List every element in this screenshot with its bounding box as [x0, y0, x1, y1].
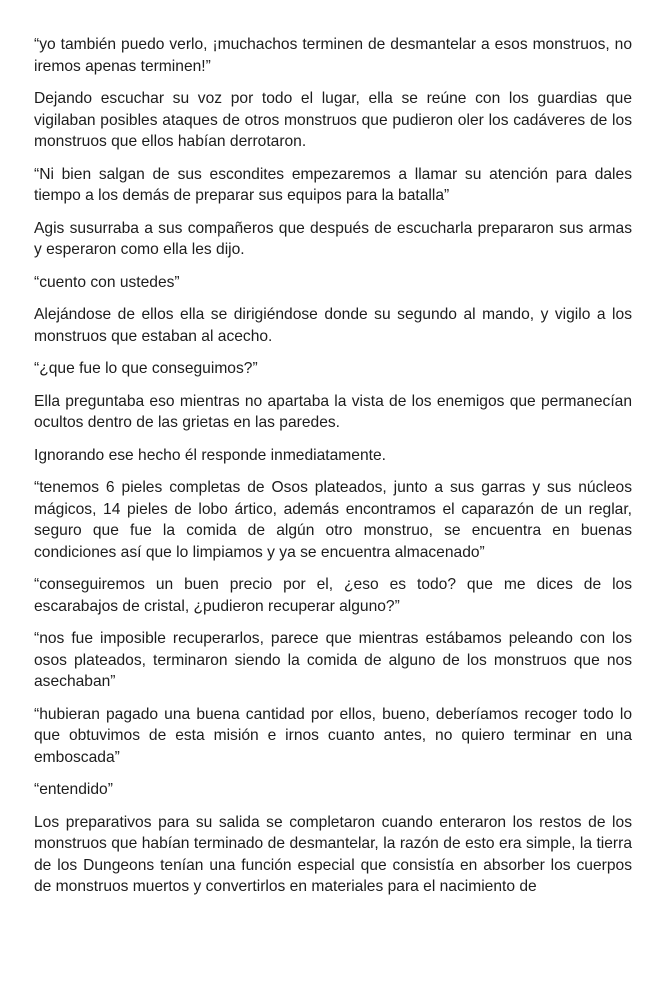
- paragraph: Ella preguntaba eso mientras no apartaba la vista de los enemigos que permanecían ocultos dentro de las grietas en las paredes.: [34, 392, 632, 431]
- paragraph: “Ni bien salgan de sus escondites empezaremos a llamar su atención para dales tiempo a los demás de preparar sus equipos para la batalla”: [34, 165, 632, 204]
- document-page: [34, 34, 632, 909]
- paragraph: Dejando escuchar su voz por todo el lugar, ella se reúne con los guardias que vigilaban posibles ataques de otros monstruos que pudieron oler los cadáveres de los monstruos que ellos habían derrotaron.: [34, 90, 632, 150]
- paragraph: “entendido”: [34, 781, 113, 798]
- paragraph: Alejándose de ellos ella se dirigiéndose donde su segundo al mando, y vigilo a los monstruos que estaban al acecho.: [34, 306, 632, 345]
- paragraph: Agis susurraba a sus compañeros que después de escucharla prepararon sus armas y esperaron como ella les dijo.: [34, 219, 632, 258]
- paragraph: “conseguiremos un buen precio por el, ¿eso es todo? que me dices de los escarabajos de cristal, ¿pudieron recuperar alguno?”: [34, 576, 632, 615]
- paragraph: Ignorando ese hecho él responde inmediatamente.: [34, 446, 386, 464]
- paragraph: “¿que fue lo que conseguimos?”: [34, 360, 258, 377]
- paragraph: “hubieran pagado una buena cantidad por ellos, bueno, deberíamos recoger todo lo que obtuvimos de esta misión e irnos cuanto antes, no quiero terminar en una emboscada”: [34, 705, 632, 766]
- paragraph: “cuento con ustedes”: [34, 273, 180, 291]
- paragraph: “yo también puedo verlo, ¡muchachos terminen de desmantelar a esos monstruos, no iremos apenas terminen!”: [34, 36, 632, 75]
- paragraph: Los preparativos para su salida se completaron cuando enteraron los restos de los monstruos que habían terminado de desmantelar, la razón de esto era simple, la tierra de los Dungeons tenían una función especial que consistía en absorber los cuerpos de monstruos muertos y convertirlos en materiales para el nacimiento de: [34, 813, 632, 895]
- paragraph: “nos fue imposible recuperarlos, parece que mientras estábamos peleando con los osos plateados, terminaron siendo la comida de alguno de los monstruos que nos asechaban”: [34, 630, 632, 690]
- paragraph: “tenemos 6 pieles completas de Osos plateados, junto a sus garras y sus núcleos mágicos, 14 pieles de lobo ártico, además encontramos el caparazón de un reglar, seguro que fue la comida de algún otro monstruo, se encuentra en buenas condiciones así que lo limpiamos y ya se encuentra almacenado”: [34, 479, 632, 561]
